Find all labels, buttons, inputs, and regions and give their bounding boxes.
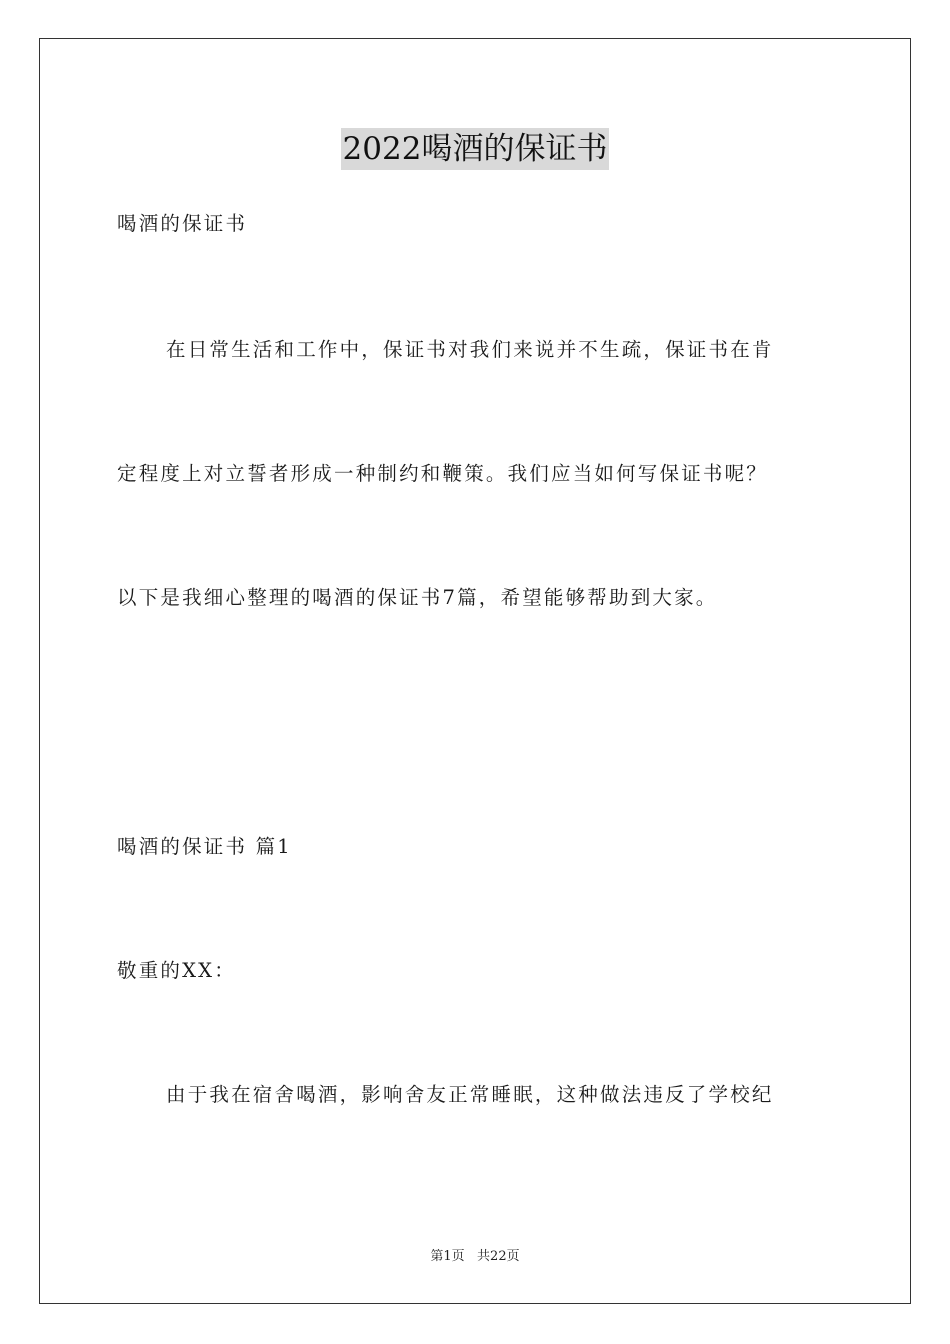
- document-subtitle: 喝酒的保证书: [117, 212, 248, 235]
- title-container: [0, 128, 950, 170]
- intro-line-3: 以下是我细心整理的喝酒的保证书7篇，希望能够帮助到大家。: [117, 586, 718, 609]
- document-title: 2022喝酒的保证书: [341, 128, 610, 170]
- intro-line-2: 定程度上对立誓者形成一种制约和鞭策。我们应当如何写保证书呢？: [117, 462, 769, 485]
- intro-line-1: 在日常生活和工作中，保证书对我们来说并不生疏，保证书在肯: [166, 338, 774, 361]
- body-line-1: 由于我在宿舍喝酒，影响舍友正常睡眠，这种做法违反了学校纪: [166, 1083, 774, 1106]
- section-heading: 喝酒的保证书 篇1: [117, 835, 292, 858]
- page-footer: 第1页 共22页: [430, 1249, 520, 1264]
- salutation: 敬重的XX：: [117, 959, 236, 982]
